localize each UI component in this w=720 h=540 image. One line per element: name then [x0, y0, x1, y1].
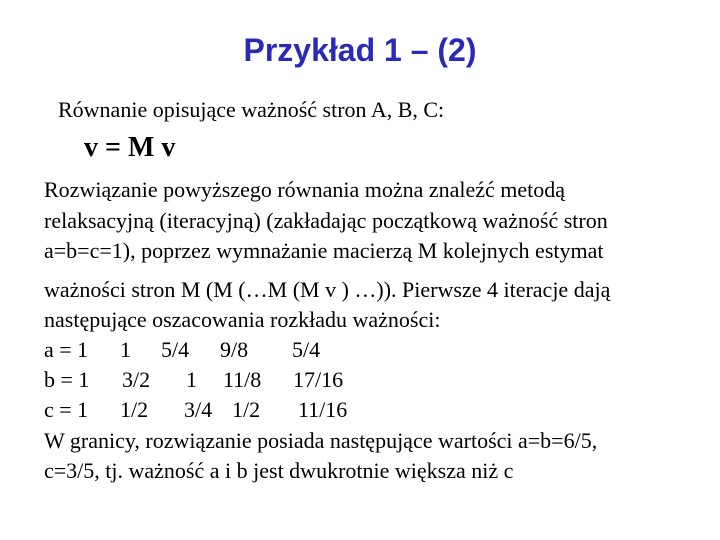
iteration-value: 11/8: [223, 367, 262, 392]
paragraph-line-3: a=b=c=1), poprzez wymnażanie macierzą M kolejnych estymat: [44, 238, 604, 263]
iteration-value: 1/2: [120, 397, 149, 422]
paragraph-line-4: ważności stron M (M (…M (M v ) …)). Pierwsze 4 iteracje dają: [44, 277, 611, 302]
iteration-value: 3/4: [184, 397, 213, 422]
iteration-value: 1/2: [232, 397, 261, 422]
iteration-label: b = 1: [44, 367, 90, 392]
iteration-row-b: [44, 366, 444, 394]
equation: [84, 131, 175, 165]
intro-text: Równanie opisujące ważność stron A, B, C:: [58, 97, 445, 122]
slide-title: Przykład 1 – (2): [243, 32, 477, 68]
paragraph-line-5: następujące oszacowania rozkładu ważności:: [44, 307, 441, 332]
iteration-value: 11/16: [298, 397, 348, 422]
equation-text: v = M v: [84, 132, 176, 163]
paragraph-line-1: Rozwiązanie powyższego równania można znaleźć metodą: [44, 177, 566, 202]
iteration-label: c = 1: [44, 397, 89, 422]
conclusion-line-2: c=3/5, tj. ważność a i b jest dwukrotnie większa niż c: [44, 458, 514, 483]
iteration-value: 3/2: [122, 367, 151, 392]
conclusion-line-1: W granicy, rozwiązanie posiada następujące wartości a=b=6/5,: [44, 428, 598, 453]
iteration-row-a: [44, 336, 444, 364]
iteration-value: 9/8: [220, 337, 249, 362]
iteration-value: 1: [186, 367, 197, 392]
iteration-value: 1: [120, 337, 131, 362]
iteration-value: 17/16: [293, 367, 344, 392]
paragraph-line-2: relaksacyjną (iteracyjną) (zakładając początkową ważność stron: [44, 208, 608, 233]
iteration-value: 5/4: [161, 337, 190, 362]
iteration-value: 5/4: [292, 337, 321, 362]
iteration-label: a = 1: [44, 337, 89, 362]
iteration-row-c: [44, 396, 444, 424]
